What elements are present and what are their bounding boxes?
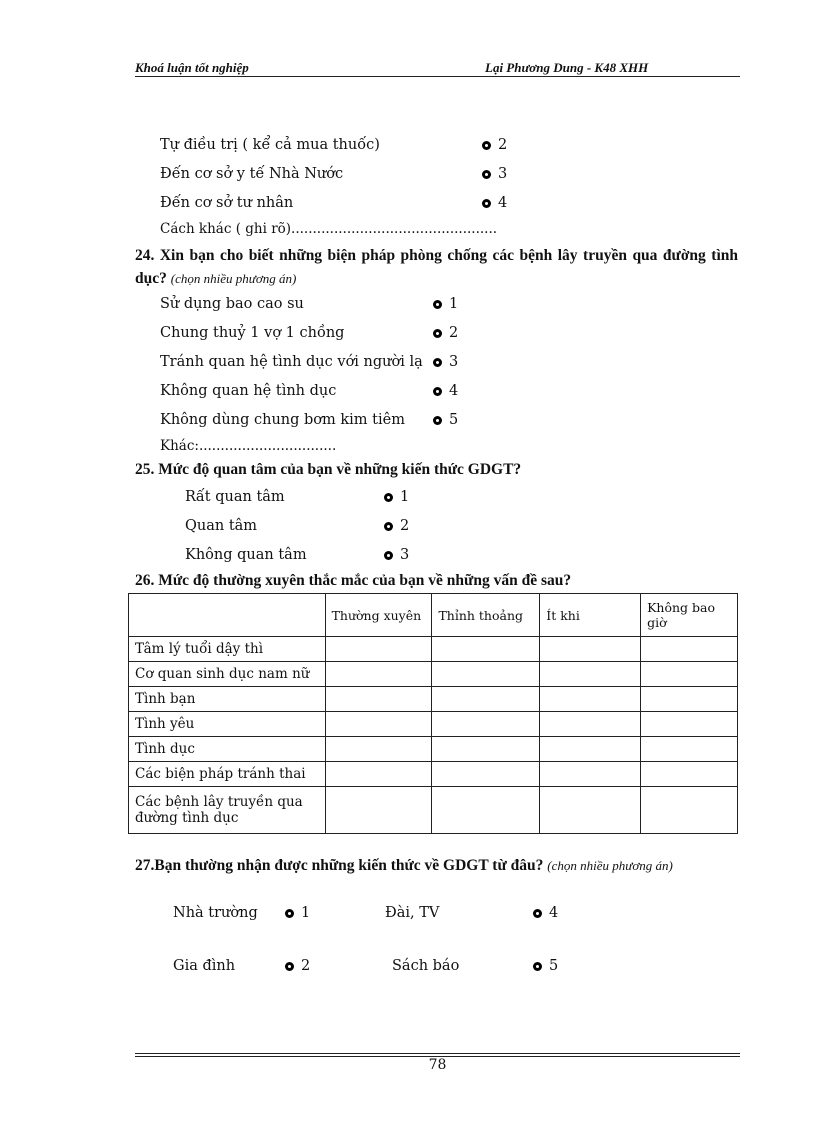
table-answer-cell[interactable]: [540, 737, 641, 762]
table-answer-cell[interactable]: [325, 687, 432, 712]
radio-bullet-icon: [285, 909, 294, 918]
table-row-label: Các biện pháp tránh thai: [129, 762, 326, 787]
table-answer-cell[interactable]: [540, 637, 641, 662]
table-answer-cell[interactable]: [325, 787, 432, 834]
q25-option-choice[interactable]: 2: [384, 518, 409, 534]
header-right: Lại Phương Dung - K48 XHH: [485, 60, 649, 75]
table-answer-cell[interactable]: [641, 737, 738, 762]
q27-option-label: Gia đình: [173, 958, 236, 974]
q24-option-label: Sử dụng bao cao su: [160, 296, 304, 312]
table-answer-cell[interactable]: [325, 637, 432, 662]
q25-option-choice[interactable]: 3: [384, 547, 409, 563]
table-answer-cell[interactable]: [325, 662, 432, 687]
table-row: [129, 712, 738, 737]
table-answer-cell[interactable]: [641, 787, 738, 834]
q27-option-label: Nhà trường: [173, 905, 258, 921]
radio-bullet-icon: [433, 416, 442, 425]
q24-option-choice[interactable]: 5: [433, 412, 458, 428]
q24-other: Khác:................................: [160, 438, 337, 454]
table-answer-cell[interactable]: [325, 712, 432, 737]
q27-title: 27.Bạn thường nhận được những kiến thức về GDGT từ đâu? (chọn nhiều phương án): [135, 857, 673, 874]
table-answer-cell[interactable]: [325, 762, 432, 787]
q24-title: 24. Xin bạn cho biết những biện pháp phòng chống các bệnh lây truyền qua đường tình dục? (chọn nhiều phương án): [135, 247, 738, 287]
radio-bullet-icon: [433, 300, 442, 309]
table-row-label: Cơ quan sinh dục nam nữ: [129, 662, 326, 687]
radio-bullet-icon: [384, 522, 393, 531]
radio-bullet-icon: [533, 909, 542, 918]
table-header-cell: Thỉnh thoảng: [432, 594, 540, 637]
q23-option-label: Đến cơ sở y tế Nhà Nước: [160, 166, 344, 182]
table-answer-cell[interactable]: [432, 712, 540, 737]
q24-option-choice[interactable]: 1: [433, 296, 458, 312]
table-answer-cell[interactable]: [641, 687, 738, 712]
table-row: [129, 762, 738, 787]
q25-option-label: Rất quan tâm: [185, 489, 285, 505]
table-row-label: Tình bạn: [129, 687, 326, 712]
radio-bullet-icon: [482, 141, 491, 150]
radio-bullet-icon: [482, 199, 491, 208]
q25-option-label: Quan tâm: [185, 518, 258, 534]
radio-bullet-icon: [433, 358, 442, 367]
q25-option-label: Không quan tâm: [185, 547, 307, 563]
q27-option-choice[interactable]: 2: [285, 958, 310, 974]
q27-option-choice[interactable]: 5: [533, 958, 558, 974]
q23-option-label: Tự điều trị ( kể cả mua thuốc): [160, 137, 380, 153]
q27-option-label: Đài, TV: [385, 905, 440, 921]
table-row: [129, 637, 738, 662]
q24-option-choice[interactable]: 4: [433, 383, 458, 399]
radio-bullet-icon: [285, 962, 294, 971]
radio-bullet-icon: [533, 962, 542, 971]
table-answer-cell[interactable]: [641, 762, 738, 787]
q27-option-label: Sách báo: [392, 958, 460, 974]
header-left: Khoá luận tốt nghiệp: [135, 60, 249, 75]
table-answer-cell[interactable]: [432, 637, 540, 662]
table-row-label: Tình yêu: [129, 712, 326, 737]
q26-title: 26. Mức độ thường xuyên thắc mắc của bạn về những vấn đề sau?: [135, 572, 572, 589]
table-header-cell: Thường xuyên: [325, 594, 432, 637]
table-row: [129, 687, 738, 712]
table-answer-cell[interactable]: [432, 687, 540, 712]
q27-option-choice[interactable]: 1: [285, 905, 310, 921]
frequency-table: [128, 593, 738, 834]
table-answer-cell[interactable]: [432, 762, 540, 787]
q24-option-label: Không quan hệ tình dục: [160, 383, 337, 399]
radio-bullet-icon: [433, 387, 442, 396]
radio-bullet-icon: [384, 493, 393, 502]
q24-option-label: Chung thuỷ 1 vợ 1 chồng: [160, 325, 345, 341]
table-answer-cell[interactable]: [641, 712, 738, 737]
table-header-cell: Ít khi: [540, 594, 641, 637]
table-answer-cell[interactable]: [540, 687, 641, 712]
table-header-cell: [129, 594, 326, 637]
table-answer-cell[interactable]: [641, 662, 738, 687]
table-answer-cell[interactable]: [540, 787, 641, 834]
table-row-label: Các bệnh lây truyền qua đường tình dục: [129, 787, 326, 834]
q23-option-choice[interactable]: 4: [482, 195, 507, 211]
table-row: [129, 787, 738, 834]
radio-bullet-icon: [433, 329, 442, 338]
table-answer-cell[interactable]: [540, 712, 641, 737]
q23-option-label: Đến cơ sở tư nhân: [160, 195, 294, 211]
table-answer-cell[interactable]: [540, 762, 641, 787]
q24-option-choice[interactable]: 2: [433, 325, 458, 341]
table-row-label: Tình dục: [129, 737, 326, 762]
table-row: [129, 662, 738, 687]
table-answer-cell[interactable]: [325, 737, 432, 762]
table-row-label: Tâm lý tuổi dậy thì: [129, 637, 326, 662]
table-answer-cell[interactable]: [432, 737, 540, 762]
page-number: 78: [428, 1057, 447, 1073]
table-answer-cell[interactable]: [432, 787, 540, 834]
radio-bullet-icon: [384, 551, 393, 560]
q27-option-choice[interactable]: 4: [533, 905, 558, 921]
radio-bullet-icon: [482, 170, 491, 179]
table-answer-cell[interactable]: [540, 662, 641, 687]
table-header-cell: Không bao giờ: [641, 594, 738, 637]
q23-option-choice[interactable]: 3: [482, 166, 507, 182]
q24-option-label: Không dùng chung bơm kim tiêm: [160, 412, 405, 428]
footer-rule: [135, 1053, 740, 1054]
table-answer-cell[interactable]: [641, 637, 738, 662]
table-header-row: [129, 594, 738, 637]
header-rule: [135, 76, 740, 77]
q24-option-choice[interactable]: 3: [433, 354, 458, 370]
q23-other: Cách khác ( ghi rõ)................................................: [160, 221, 498, 237]
q25-title: 25. Mức độ quan tâm của bạn về những kiến thức GDGT?: [135, 461, 522, 478]
q24-option-label: Tránh quan hệ tình dục với người lạ: [160, 354, 423, 370]
q23-option-choice[interactable]: 2: [482, 137, 507, 153]
table-answer-cell[interactable]: [432, 662, 540, 687]
table-row: [129, 737, 738, 762]
q25-option-choice[interactable]: 1: [384, 489, 409, 505]
